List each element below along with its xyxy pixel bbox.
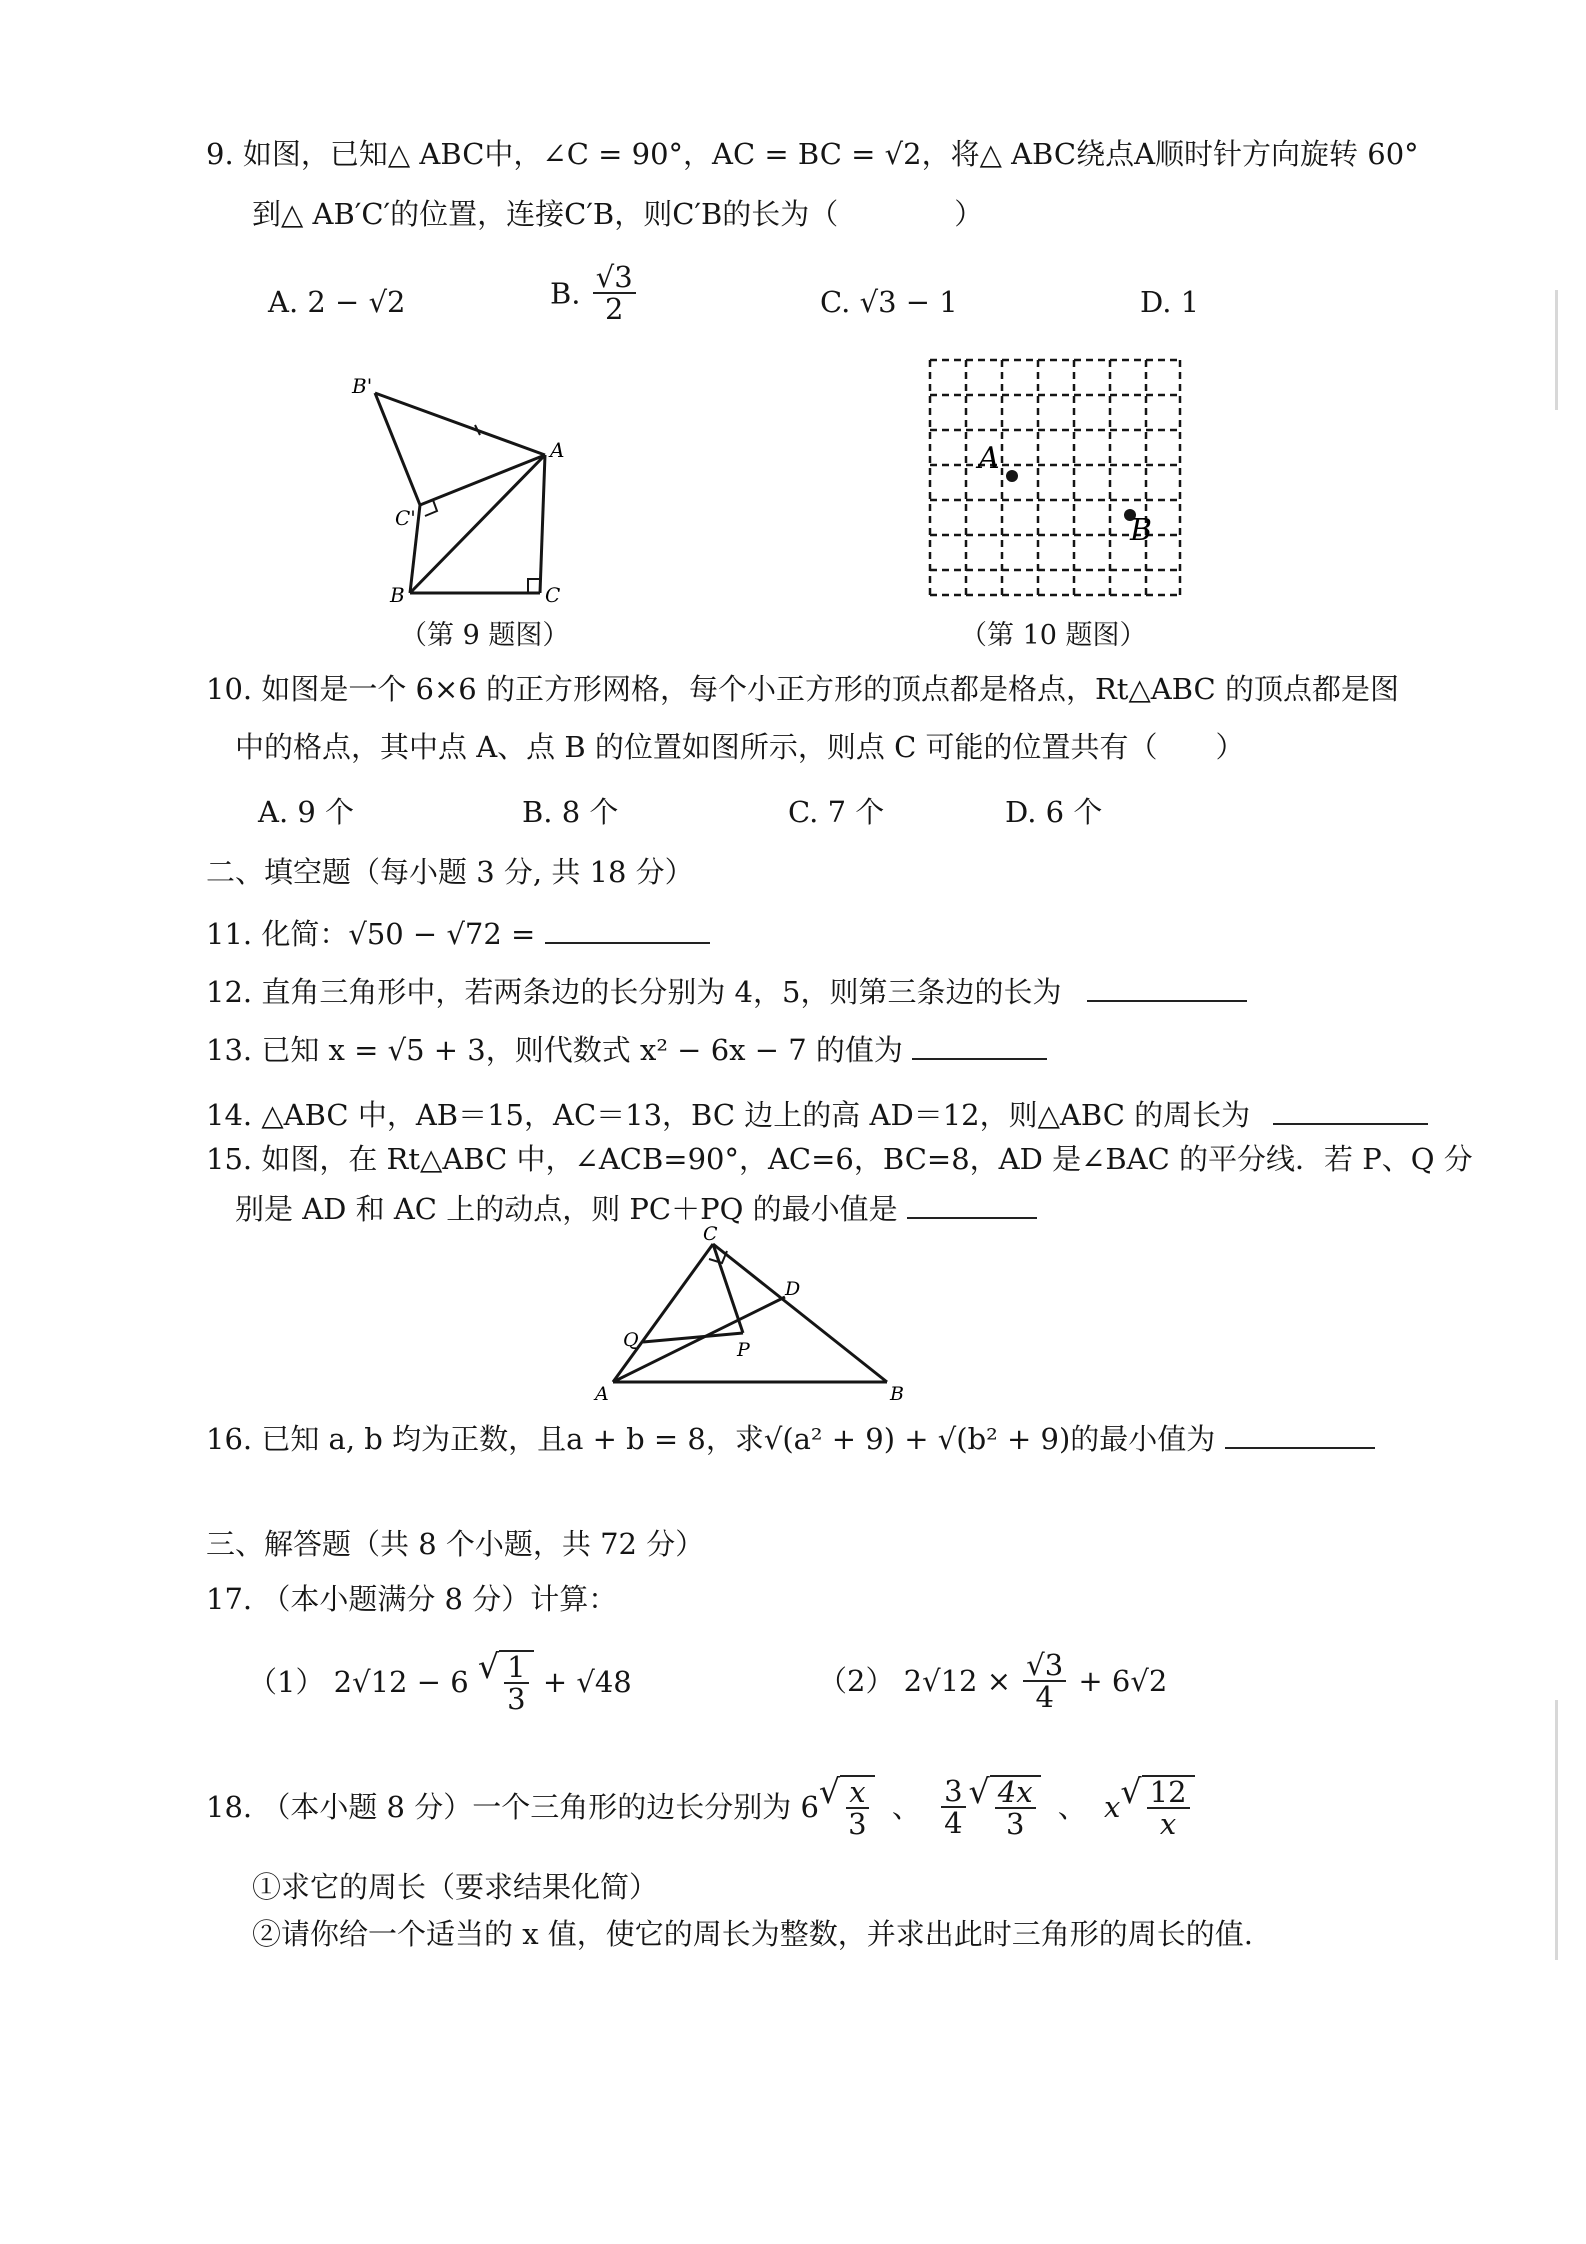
denominator: 3 xyxy=(1005,1807,1025,1842)
segment-b-prime-c-prime xyxy=(375,393,420,505)
q9-option-b-fraction xyxy=(593,262,636,325)
label-c: C xyxy=(703,1223,718,1245)
q18-separator: 、 xyxy=(1057,1790,1087,1825)
q17-part1-label: （1） xyxy=(248,1665,325,1700)
denominator: 3 xyxy=(507,1682,526,1717)
q17-part2-fraction xyxy=(1023,1650,1066,1713)
q17-part2-label: （2） xyxy=(818,1664,895,1699)
numerator: x xyxy=(846,1777,868,1809)
q18-header: 18. （本小题 8 分）一个三角形的边长分别为 xyxy=(206,1790,792,1825)
segment-b-a xyxy=(410,455,545,593)
q18-side1-radical xyxy=(818,1772,875,1842)
q16 xyxy=(206,1422,1375,1457)
radical-sign: √ xyxy=(1120,1772,1142,1811)
denominator: 4 xyxy=(944,1806,963,1841)
segment-c-prime-a xyxy=(420,455,545,505)
label-a: A xyxy=(550,438,565,462)
q10-line1: 10. 如图是一个 6×6 的正方形网格，每个小正方形的顶点都是格点，Rt△ABC 的顶点都是图 xyxy=(206,672,1399,706)
segment-a-c xyxy=(540,455,545,593)
numerator: 1 xyxy=(504,1652,528,1684)
q10-figure-caption: （第 10 题图） xyxy=(960,620,1147,651)
q9-option-b xyxy=(550,262,639,325)
q9-option-a: A. 2 − √2 xyxy=(268,285,406,319)
q16-text: 16. 已知 a, b 均为正数，且a + b = 8，求√(a² + 9) + √(b² + 9)的最小值为 xyxy=(206,1422,1216,1456)
fraction xyxy=(845,1777,869,1840)
denominator: 3 xyxy=(848,1807,867,1842)
fraction xyxy=(1147,1777,1190,1840)
q18-side2-radical xyxy=(968,1772,1041,1842)
q18-side2-coef xyxy=(941,1776,965,1839)
segment-a-c xyxy=(613,1244,713,1382)
section2-title: 二、填空题（每小题 3 分, 共 18 分） xyxy=(206,855,694,889)
q17-part1-fraction xyxy=(504,1652,528,1715)
q9-line1: 9. 如图，已知△ ABC中，∠C = 90°，AC = BC = √2，将△ ABC绕点A顺时针方向旋转 60° xyxy=(206,137,1419,171)
label-c-prime: C' xyxy=(395,506,416,530)
label-q: Q xyxy=(623,1329,639,1351)
label-b: B xyxy=(890,1383,904,1402)
scan-edge-mark xyxy=(1555,290,1558,410)
q9-option-b-denominator: 2 xyxy=(604,292,624,327)
right-angle-mark-c xyxy=(528,579,540,593)
q10-option-c: C. 7 个 xyxy=(788,795,885,829)
segment-p-q xyxy=(643,1333,743,1342)
q17-header: 17. （本小题满分 8 分）计算： xyxy=(206,1582,618,1616)
numerator: 12 xyxy=(1147,1777,1190,1809)
radical-sign: √ xyxy=(477,1647,500,1686)
radicand xyxy=(840,1775,874,1840)
radical-sign: √ xyxy=(818,1772,841,1811)
q10-option-a: A. 9 个 xyxy=(258,795,355,829)
scan-edge-mark xyxy=(1555,1700,1558,1960)
q17-part1-radical xyxy=(477,1647,534,1717)
q11-text: 11. 化简：√50 − √72 = xyxy=(206,917,536,951)
q12-answer-blank xyxy=(1087,976,1247,1002)
label-c: C xyxy=(545,583,561,607)
q18-item1: ①求它的周长（要求结果化简） xyxy=(252,1870,659,1904)
label-p: P xyxy=(737,1339,750,1361)
q9-option-d: D. 1 xyxy=(1140,285,1200,319)
radicand xyxy=(1142,1775,1195,1840)
q18-separator: 、 xyxy=(891,1790,921,1825)
label-b-prime: B' xyxy=(352,374,373,398)
numerator: 4x xyxy=(995,1777,1036,1809)
q17-part2-term-a: 2√12 × xyxy=(903,1664,1012,1699)
q18-side3-coef: x xyxy=(1104,1790,1121,1825)
q17-part2 xyxy=(818,1650,1167,1713)
q18-item2: ②请你给一个适当的 x 值，使它的周长为整数，并求出此时三角形的周长的值. xyxy=(252,1917,1254,1951)
q10-figure xyxy=(920,350,1190,610)
segment-c-b xyxy=(713,1244,887,1382)
q15-line1: 15. 如图，在 Rt△ABC 中，∠ACB=90°，AC=6，BC=8，AD 是∠BAC 的平分线．若 P、Q 分 xyxy=(206,1142,1473,1176)
q9-option-c: C. √3 − 1 xyxy=(820,285,958,319)
q13 xyxy=(206,1033,1047,1068)
q10-option-b: B. 8 个 xyxy=(522,795,619,829)
q14-answer-blank xyxy=(1273,1099,1428,1125)
segment-b-prime-a xyxy=(375,393,545,455)
q18-side1-coef: 6 xyxy=(800,1790,819,1825)
numerator: √3 xyxy=(1023,1650,1066,1682)
numerator: 3 xyxy=(941,1776,965,1808)
q17-part1-term-b: + √48 xyxy=(542,1665,632,1700)
q18-line xyxy=(206,1772,1195,1842)
q11-answer-blank xyxy=(545,918,710,944)
q17-part2-term-b: + 6√2 xyxy=(1078,1664,1168,1699)
q9-line2: 到△ AB′C′的位置，连接C′B，则C′B的长为（ ） xyxy=(252,197,984,231)
q13-text: 13. 已知 x = √5 + 3，则代数式 x² − 6x − 7 的值为 xyxy=(206,1033,903,1067)
label-b: B xyxy=(1130,513,1153,548)
q12-text: 12. 直角三角形中，若两条边的长分别为 4，5，则第三条边的长为 xyxy=(206,975,1062,1009)
q9-option-b-numerator: √3 xyxy=(593,262,636,294)
denominator: 4 xyxy=(1035,1680,1054,1715)
q13-answer-blank xyxy=(912,1034,1047,1060)
point-a xyxy=(1006,470,1018,482)
section3-title: 三、解答题（共 8 个小题，共 72 分） xyxy=(206,1527,705,1561)
q18-side3-radical xyxy=(1120,1772,1194,1842)
q9-option-b-prefix: B. xyxy=(550,276,581,311)
fraction xyxy=(995,1777,1036,1840)
label-b: B xyxy=(390,583,405,607)
q9-figure xyxy=(340,365,580,615)
q15-answer-blank xyxy=(907,1193,1037,1219)
q15-figure xyxy=(585,1222,915,1402)
label-a: A xyxy=(595,1383,609,1402)
label-d: D xyxy=(785,1278,801,1300)
q17-part1 xyxy=(248,1647,632,1717)
q11 xyxy=(206,917,710,952)
grid xyxy=(930,360,1180,595)
radical-sign: √ xyxy=(968,1772,990,1811)
denominator: x xyxy=(1159,1807,1177,1842)
q10-line2: 中的格点，其中点 A、点 B 的位置如图所示，则点 C 可能的位置共有（ ） xyxy=(235,730,1245,764)
q9-figure-caption: （第 9 题图） xyxy=(400,620,570,651)
q15-line2-text: 别是 AD 和 AC 上的动点，则 PC＋PQ 的最小值是 xyxy=(235,1192,898,1226)
segment-a-d xyxy=(613,1297,785,1382)
q14 xyxy=(206,1098,1428,1133)
label-a: A xyxy=(978,441,1000,476)
radicand xyxy=(499,1650,533,1715)
q14-text: 14. △ABC 中，AB＝15，AC＝13，BC 边上的高 AD＝12，则△ABC 的周长为 xyxy=(206,1098,1251,1132)
q17-part1-term-a: 2√12 − 6 xyxy=(333,1665,469,1700)
q16-answer-blank xyxy=(1225,1423,1375,1449)
q10-option-d: D. 6 个 xyxy=(1005,795,1103,829)
radicand xyxy=(990,1775,1041,1840)
q12 xyxy=(206,975,1247,1010)
